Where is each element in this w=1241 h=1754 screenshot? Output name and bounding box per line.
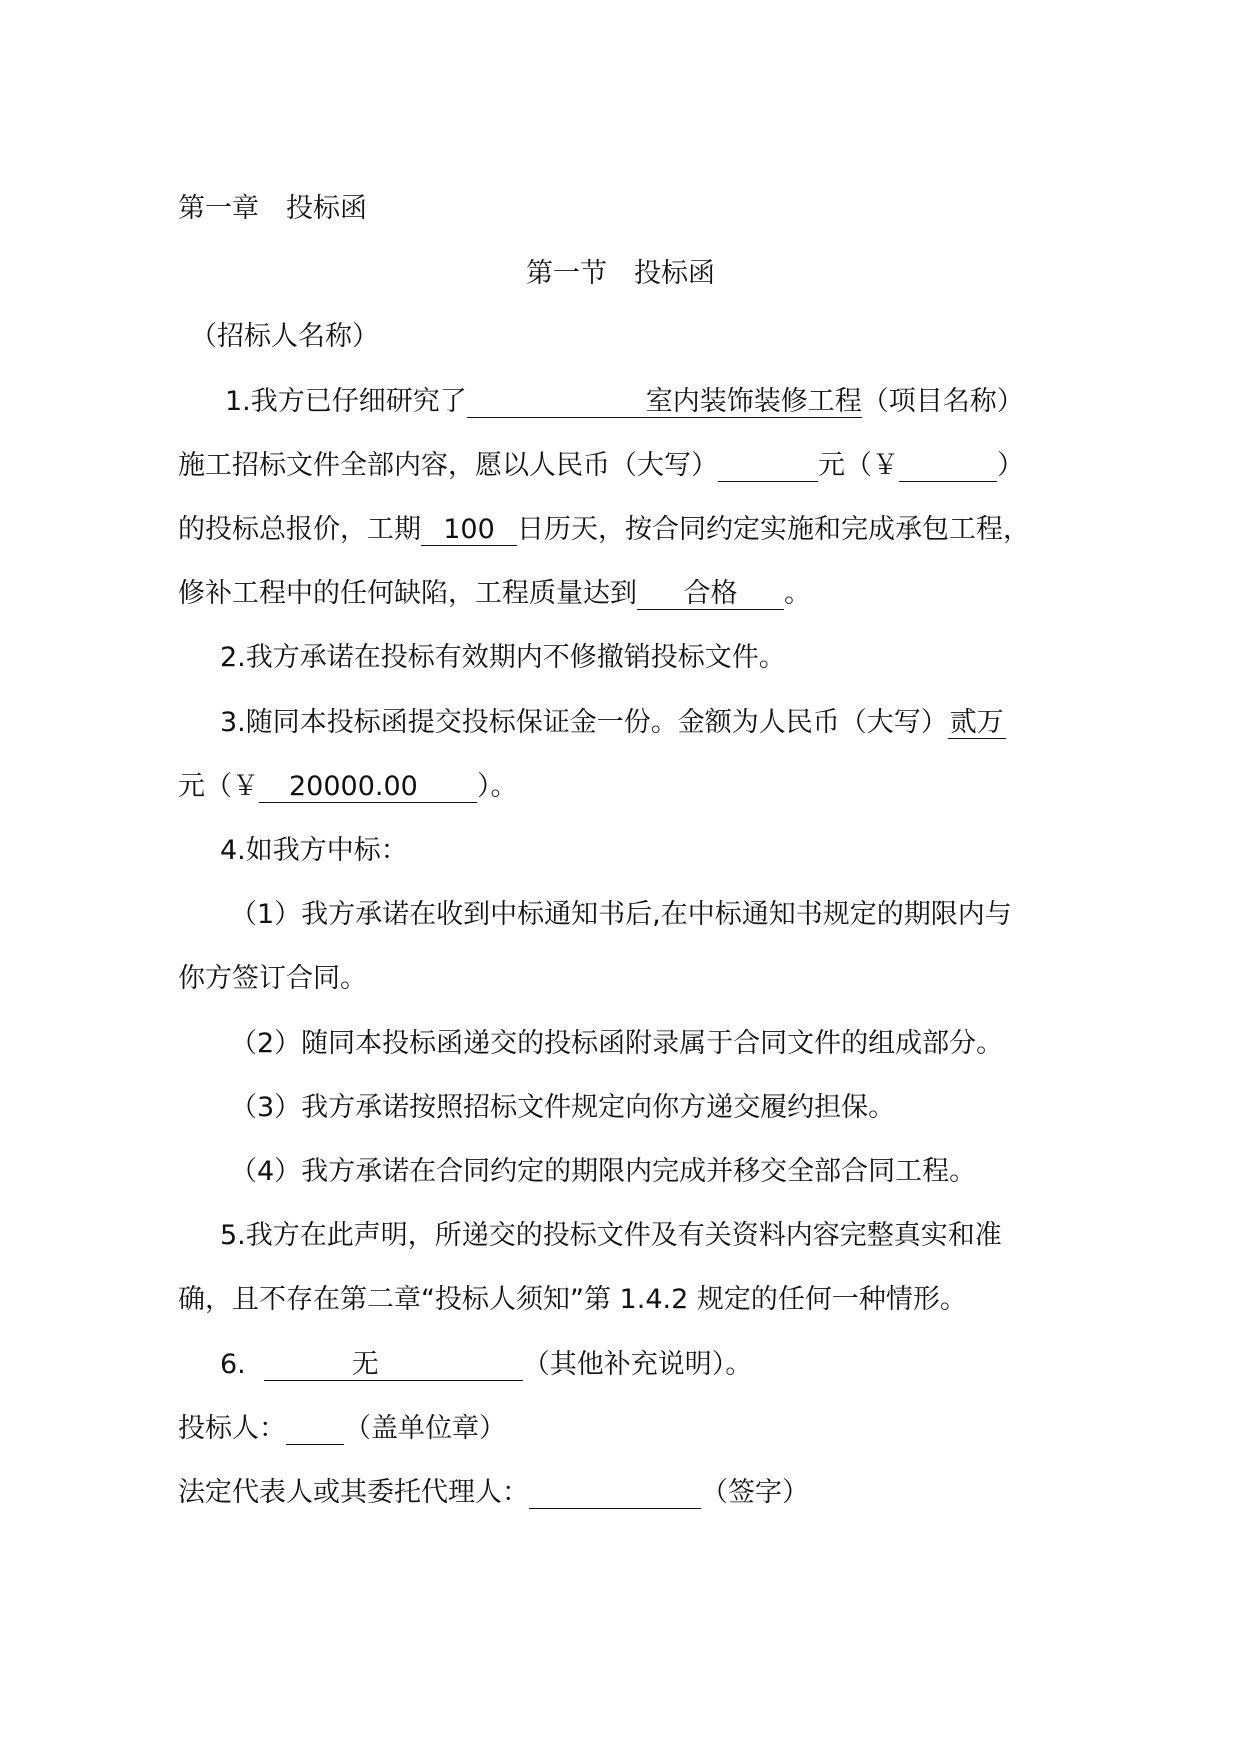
price-number-field	[899, 451, 997, 482]
bidder-label: 投标人：	[178, 1413, 286, 1444]
p1-close: ）	[997, 450, 1024, 481]
price-upper-field	[718, 451, 818, 482]
item-2: （2）随同本投标函递交的投标函附录属于合同文件的组成部分。	[230, 1028, 1004, 1059]
p4: 4.如我方中标：	[220, 835, 408, 866]
duration-field: 100	[421, 515, 517, 546]
p6-number: 6.	[220, 1349, 246, 1380]
representative-sign-field	[529, 1478, 701, 1509]
p1-end: 。	[784, 578, 811, 609]
deposit-number-field: 20000.00	[259, 772, 477, 803]
deposit-upper-field: 贰万	[949, 707, 1004, 738]
recipient: （招标人名称）	[190, 321, 379, 352]
project-name-field: 室内装饰装修工程	[467, 387, 862, 418]
chapter-title: 第一章 投标函	[178, 193, 367, 224]
p6-line	[220, 1348, 752, 1382]
representative-sign-label: （签字）	[701, 1477, 809, 1508]
p1-price-text: 施工招标文件全部内容，愿以人民币（大写）	[178, 450, 718, 481]
representative-line	[178, 1476, 809, 1510]
p1-line1	[225, 385, 1024, 419]
p6-label: （其他补充说明）。	[522, 1349, 753, 1380]
item-3: （3）我方承诺按照招标文件规定向你方递交履约担保。	[230, 1092, 896, 1123]
p1-quality-text: 修补工程中的任何缺陷，工程质量达到	[178, 578, 637, 609]
p3-close: ）。	[477, 771, 518, 802]
p1-duration-text: 的投标总报价，工期	[178, 514, 421, 545]
p1-line4	[178, 577, 811, 611]
p3-text: 3.随同本投标函提交投标保证金一份。金额为人民币（大写）	[220, 707, 948, 738]
item-1: （1）我方承诺在收到中标通知书后,在中标通知书规定的期限内与	[230, 899, 1012, 930]
supplement-field: 无	[264, 1350, 523, 1381]
bidder-seal-label: （盖单位章）	[344, 1413, 506, 1444]
bidder-seal-field	[286, 1414, 344, 1445]
section-title: 第一节 投标函	[526, 258, 715, 289]
p3-line2	[178, 770, 518, 804]
p1-intro: 1.我方已仔细研究了	[225, 386, 467, 417]
p2: 2.我方承诺在投标有效期内不修撤销投标文件。	[220, 642, 786, 673]
p5-line2: 确，且不存在第二章“投标人须知”第 1.4.2 规定的任何一种情形。	[178, 1284, 967, 1315]
quality-field: 合格	[637, 579, 784, 610]
p1-line2	[178, 449, 1024, 483]
representative-label: 法定代表人或其委托代理人：	[178, 1477, 529, 1508]
p1-yuan: 元（￥	[818, 450, 899, 481]
p1-duration-unit: 日历天，按合同约定实施和完成承包工程，	[517, 514, 1030, 545]
p1-project-label: （项目名称）	[861, 386, 1024, 417]
p1-line3	[178, 513, 1030, 547]
p3-yuan: 元（￥	[178, 771, 259, 802]
p5-line1: 5.我方在此声明，所递交的投标文件及有关资料内容完整真实和准	[220, 1220, 1002, 1251]
item-1-cont: 你方签订合同。	[178, 963, 367, 994]
p3-line1	[220, 706, 1006, 740]
item-4: （4）我方承诺在合同约定的期限内完成并移交全部合同工程。	[230, 1156, 977, 1187]
bidder-line	[178, 1412, 506, 1446]
